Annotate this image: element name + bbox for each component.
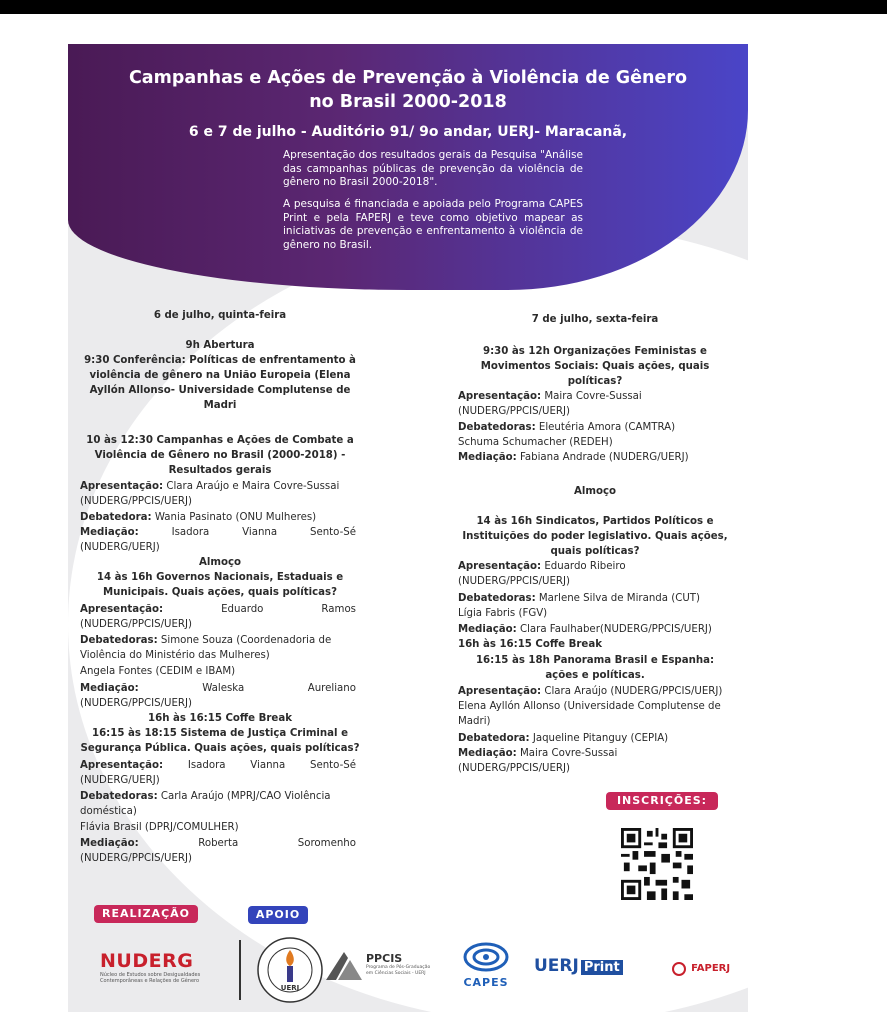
event-poster	[68, 44, 748, 1012]
capes-logo-icon	[463, 942, 509, 972]
day2-coffee-break: 16h às 16:15 Coffe Break	[458, 639, 602, 650]
day1-s2-presentation: Apresentação: Eduardo Ramos	[80, 604, 356, 615]
day2-s2-debaters: Debatedoras: Marlene Silva de Miranda (CUT)	[458, 593, 700, 604]
ppcis-logo-icon	[324, 946, 364, 986]
day1-lunch: Almoço	[198, 557, 242, 568]
qr-code-icon[interactable]	[621, 828, 693, 900]
capes-logo	[456, 942, 516, 989]
day1-coffee-break: 16h às 16:15 Coffe Break	[148, 713, 292, 724]
day1-s3-mediation: Mediação: Roberta Soromenho	[80, 838, 356, 849]
nuderg-logo-subtitle: Núcleo de Estudos sobre Desigualdades Contemporâneas e Relações de Gênero	[100, 972, 201, 984]
faperj-logo-icon	[672, 962, 686, 976]
day2-s1-presentation: Apresentação: Maira Covre-Sussai	[458, 391, 642, 402]
day2-s3-presentation: Apresentação: Clara Araújo (NUDERG/PPCIS/UERJ)	[458, 686, 723, 697]
day2-heading: 7 de julho, sexta-feira	[531, 314, 659, 325]
day1-s3-debaters: Debatedoras: Carla Araújo (MPRJ/CAO Violência doméstica)	[80, 791, 331, 817]
day1-s3-mediation-org: (NUDERG/PPCIS/UERJ)	[80, 853, 192, 864]
poster-title-line2: no Brasil 2000-2018	[309, 92, 507, 112]
day1-s2-mediation: Mediação: Waleska Aureliano	[80, 683, 356, 694]
capes-logo-text: CAPES	[463, 976, 509, 989]
ppcis-logo-subtitle: Programa de Pós-Graduação em Ciências Sociais - UERJ	[366, 965, 431, 976]
day1-s1-debater: Debatedora: Wania Pasinato (ONU Mulheres)	[80, 512, 317, 523]
day2-session3-title: 16:15 às 18h Panorama Brasil e Espanha: ações e políticas.	[475, 655, 715, 681]
logo-divider	[239, 940, 241, 1000]
day2-s1-debaters: Debatedoras: Eleutéria Amora (CAMTRA)	[458, 422, 676, 433]
day1-s2-debater2: Angela Fontes (CEDIM e IBAM)	[80, 666, 236, 677]
uerj-print-logo	[534, 956, 660, 976]
day2-s3-mediation-org: (NUDERG/PPCIS/UERJ)	[458, 763, 570, 774]
day1-heading: 6 de julho, quinta-feira	[153, 310, 287, 321]
day1-s1-mediation: Mediação: Isadora Vianna Sento-Sé	[80, 527, 356, 538]
day2-session1-title: 9:30 às 12h Organizações Feministas e Movimentos Sociais: Quais ações, quais políticas?	[480, 346, 710, 387]
day1-s1-presentation-org: (NUDERG/PPCIS/UERJ)	[80, 496, 192, 507]
day1-session1-title: 10 às 12:30 Campanhas e Ações de Combate a Violência de Gênero no Brasil (2000-2018) - Resultados gerais	[86, 435, 354, 476]
day2-s3-debater: Debatedora: Jaqueline Pitanguy (CEPIA)	[458, 733, 669, 744]
day2-s1-presentation-org: (NUDERG/PPCIS/UERJ)	[458, 406, 570, 417]
day1-s1-mediation-org: (NUDERG/UERJ)	[80, 542, 160, 553]
day1-s1-presentation: Apresentação: Clara Araújo e Maira Covre-Sussai	[80, 481, 340, 492]
day1-session2-title: 14 às 16h Governos Nacionais, Estaduais e Municipais. Quais ações, quais políticas?	[96, 572, 344, 598]
ppcis-logo	[366, 952, 436, 976]
day2-s1-mediation: Mediação: Fabiana Andrade (NUDERG/UERJ)	[458, 452, 689, 463]
day2-s1-debater2: Schuma Schumacher (REDEH)	[458, 437, 613, 448]
day2-s3-mediation: Mediação: Maira Covre-Sussai	[458, 748, 618, 759]
poster-title-line1: Campanhas e Ações de Prevenção à Violência de Gênero	[128, 68, 688, 88]
uerj-seal-text: UERJ	[280, 984, 300, 992]
realizacao-badge: REALIZAÇÃO	[94, 905, 198, 923]
intro-paragraph-1: Apresentação dos resultados gerais da Pesquisa "Análise das campanhas públicas de prevenção da violência de gênero no Brasil 2000-2018".	[283, 149, 583, 188]
day1-s3-presentation: Apresentação: Isadora Vianna Sento-Sé	[80, 760, 356, 771]
uerj-seal-icon	[256, 936, 324, 1004]
day2-session2-title: 14 às 16h Sindicatos, Partidos Políticos e Instituições do poder legislativo. Quais ações, quais políticas?	[462, 516, 728, 557]
event-subtitle: 6 e 7 de julho - Auditório 91/ 9o andar, UERJ- Maracanã,	[188, 124, 628, 140]
day2-s3-presenter2: Elena Ayllón Allonso (Universidade Complutense de Madri)	[458, 701, 721, 727]
ppcis-logo-text: PPCIS	[366, 952, 403, 965]
faperj-logo	[672, 958, 742, 977]
day1-s3-presentation-org: (NUDERG/UERJ)	[80, 775, 160, 786]
apoio-badge: APOIO	[248, 906, 308, 924]
day1-s3-debater2: Flávia Brasil (DPRJ/COMULHER)	[80, 822, 239, 833]
day1-s2-debaters: Debatedoras: Simone Souza (Coordenadoria de Violência do Ministério das Mulheres)	[80, 635, 332, 661]
nuderg-logo-text: NUDERG	[100, 950, 194, 972]
top-black-bar	[0, 0, 887, 14]
print-text: Print	[581, 960, 623, 975]
day1-session3-title: 16:15 às 18:15 Sistema de Justiça Criminal e Segurança Pública. Quais ações, quais políticas?	[80, 728, 360, 754]
day1-conference: 9:30 Conferência: Políticas de enfrentamento à violência de gênero na União Europeia (Elena Ayllón Allonso- Universidade Complutense de Madri	[84, 355, 356, 411]
day2-s2-mediation: Mediação: Clara Faulhaber(NUDERG/PPCIS/UERJ)	[458, 624, 712, 635]
uerj-print-text: UERJ	[534, 956, 579, 976]
day2-s2-debater2: Lígia Fabris (FGV)	[458, 608, 548, 619]
intro-paragraph-2: A pesquisa é financiada e apoiada pelo Programa CAPES Print e pela FAPERJ e teve como objetivo mapear as iniciativas de prevenção e enfrentamento à violência de gênero no Brasil.	[283, 198, 583, 251]
day1-opening: 9h Abertura	[185, 340, 255, 351]
day2-lunch: Almoço	[573, 486, 617, 497]
nuderg-logo	[100, 950, 240, 984]
inscricoes-badge: INSCRIÇÕES:	[606, 792, 718, 810]
day1-s2-presentation-org: (NUDERG/PPCIS/UERJ)	[80, 619, 192, 630]
day2-s2-presentation-org: (NUDERG/PPCIS/UERJ)	[458, 576, 570, 587]
day1-s2-mediation-org: (NUDERG/PPCIS/UERJ)	[80, 698, 192, 709]
day2-s2-presentation: Apresentação: Eduardo Ribeiro	[458, 561, 626, 572]
faperj-logo-text: FAPERJ	[691, 963, 731, 974]
